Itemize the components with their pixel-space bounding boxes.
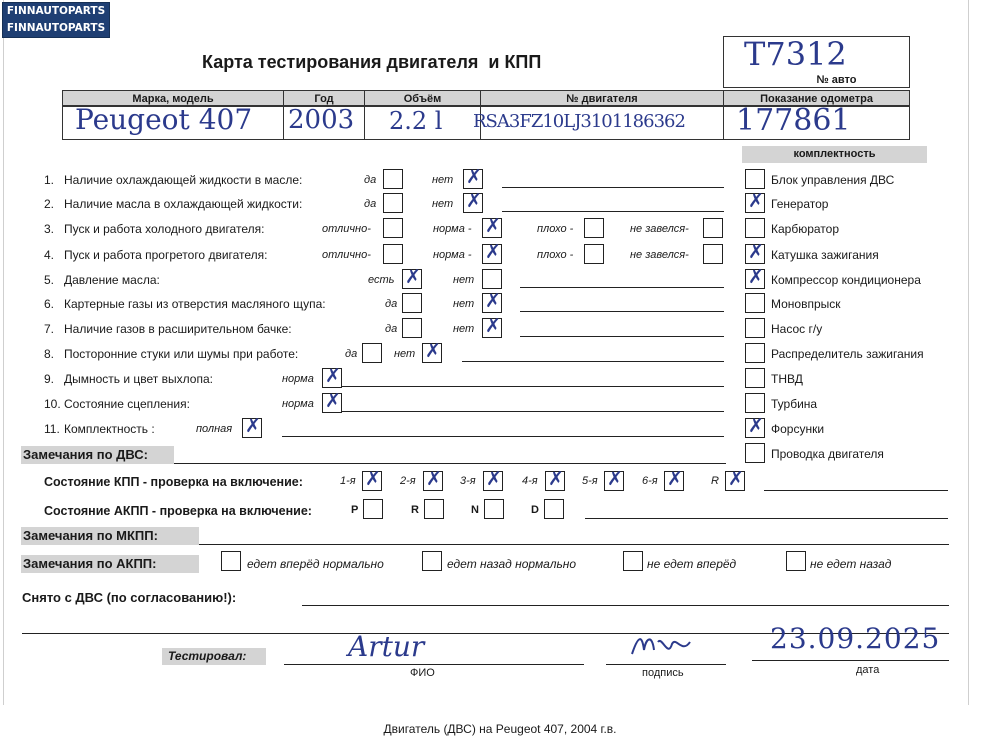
gear-checkbox[interactable] [363, 499, 383, 519]
gear-checkbox[interactable] [545, 468, 565, 491]
auto-number-handwritten: T7312 [744, 35, 847, 73]
opt-label: нет [394, 348, 416, 360]
gear-checkbox[interactable] [423, 468, 443, 491]
signature-line [606, 664, 726, 665]
component-checkbox[interactable] [745, 393, 765, 413]
opt-label: да [385, 298, 398, 310]
header-make-model: Марка, модель [62, 90, 284, 106]
opt-label: норма - [433, 249, 472, 261]
gear-label: 4-я [522, 475, 538, 487]
write-line [502, 187, 724, 188]
cell-odometer: 177861 [723, 106, 910, 140]
check-mark: ✗ [485, 315, 501, 337]
gear-label: R [711, 475, 719, 487]
write-line [342, 411, 724, 412]
checkbox[interactable] [463, 190, 483, 213]
checkbox[interactable] [482, 215, 502, 238]
item-label: Пуск и работа холодного двигателя: [64, 222, 265, 236]
cell-make-model: Peugeot 407 [62, 106, 284, 140]
date-label: дата [856, 664, 880, 676]
checkbox[interactable] [402, 318, 422, 338]
check-mark: ✗ [426, 468, 442, 490]
item-number: 1. [44, 173, 55, 187]
akpp-line [585, 518, 948, 519]
item-label: Наличие масла в охлаждающей жидкости: [64, 197, 303, 211]
gear-label: R [411, 504, 419, 516]
component-label: Распределитель зажигания [771, 347, 924, 361]
component-label: Компрессор кондиционера [771, 273, 921, 287]
gear-label: N [471, 504, 479, 516]
akpp-option-checkbox[interactable] [786, 551, 806, 571]
checkbox[interactable] [584, 218, 604, 238]
component-label: Моновпрыск [771, 297, 841, 311]
gear-label: 2-я [400, 475, 416, 487]
item-number: 3. [44, 222, 55, 236]
component-label: Турбина [771, 397, 818, 411]
date-handwritten: 23.09.2025 [770, 622, 941, 655]
component-checkbox[interactable] [745, 169, 765, 189]
checkbox[interactable] [482, 315, 502, 338]
checkbox[interactable] [584, 244, 604, 264]
opt-label: норма [282, 373, 314, 385]
akpp-option-checkbox[interactable] [422, 551, 442, 571]
akpp-remarks-label: Замечания по АКПП: [21, 555, 199, 573]
checkbox[interactable] [383, 244, 403, 264]
item-label: Посторонние стуки или шумы при работе: [64, 347, 299, 361]
write-line [282, 436, 724, 437]
kpp-line [764, 490, 948, 491]
cell-year: 2003 [283, 106, 365, 140]
component-label: Блок управления ДВС [771, 173, 895, 187]
akpp-option-label: едет вперёд нормально [247, 557, 384, 571]
item-label: Картерные газы из отверстия масляного щупа: [64, 297, 326, 311]
date-line [752, 660, 949, 661]
opt-label: нет [453, 274, 475, 286]
opt-label: да [345, 348, 358, 360]
item-label: Давление масла: [64, 273, 160, 287]
signature-label: подпись [642, 667, 684, 679]
akpp-option-label: едет назад нормально [447, 557, 577, 571]
opt-label: да [364, 174, 377, 186]
checkbox[interactable] [402, 293, 422, 313]
opt-label: есть [368, 274, 395, 286]
akpp-state-label: Состояние АКПП - проверка на включение: [44, 504, 312, 518]
removed-line [302, 605, 949, 606]
component-label: Форсунки [771, 422, 825, 436]
engine-remarks-line [174, 463, 726, 464]
header-year: Год [283, 90, 365, 106]
check-mark: ✗ [325, 390, 341, 412]
check-mark: ✗ [748, 415, 764, 437]
header-engine-number: № двигателя [480, 90, 724, 106]
kpp-state-label: Состояние КПП - проверка на включение: [44, 475, 303, 489]
akpp-option-label: не едет назад [810, 557, 892, 571]
mkpp-remarks-line [199, 544, 949, 545]
check-mark: ✗ [748, 190, 764, 212]
gear-checkbox[interactable] [362, 468, 382, 491]
cell-engine-number: RSA3FZ10LJ3101186362 [480, 106, 724, 140]
header-odometer: Показание одометра [723, 90, 910, 106]
cell-volume: 2.2 l [364, 106, 481, 140]
gear-checkbox[interactable] [604, 468, 624, 491]
item-label: Наличие охлаждающей жидкости в масле: [64, 173, 303, 187]
removed-label: Снято с ДВС (по согласованию!): [22, 590, 237, 605]
check-mark: ✗ [425, 340, 441, 362]
akpp-option-label: не едет вперёд [647, 557, 737, 571]
component-label: Генератор [771, 197, 829, 211]
brand-logo: FINNAUTOPARTS FINNAUTOPARTS [2, 2, 110, 38]
checkbox[interactable] [322, 365, 342, 388]
opt-label: да [364, 198, 377, 210]
gear-label: 6-я [642, 475, 658, 487]
gear-label: 3-я [460, 475, 476, 487]
opt-label: нет [453, 323, 475, 335]
auto-number-label: № авто [816, 74, 857, 86]
opt-label: полная [196, 423, 233, 435]
gear-label: 1-я [340, 475, 356, 487]
checkbox[interactable] [242, 415, 262, 438]
item-label: Дымность и цвет выхлопа: [64, 372, 213, 386]
item-number: 10. [44, 397, 61, 411]
mkpp-remarks-label: Замечания по МКПП: [21, 527, 199, 545]
checkbox[interactable] [482, 290, 502, 313]
auto-number-box [723, 36, 910, 88]
component-checkbox[interactable] [745, 293, 765, 313]
component-label: Насос г/у [771, 322, 823, 336]
completeness-header: комплектность [742, 146, 927, 163]
opt-label: да [385, 323, 398, 335]
signature-drawing [628, 628, 698, 658]
opt-label: отлично- [322, 249, 371, 261]
item-number: 2. [44, 197, 55, 211]
check-mark: ✗ [485, 215, 501, 237]
item-number: 8. [44, 347, 55, 361]
opt-label: нет [432, 174, 454, 186]
checkbox[interactable] [422, 340, 442, 363]
check-mark: ✗ [365, 468, 381, 490]
gear-checkbox[interactable] [424, 499, 444, 519]
gear-checkbox[interactable] [544, 499, 564, 519]
item-label: Состояние сцепления: [64, 397, 190, 411]
item-number: 7. [44, 322, 55, 336]
component-checkbox[interactable] [745, 190, 765, 213]
opt-label: нет [432, 198, 454, 210]
component-label: Катушка зажигания [771, 248, 879, 262]
image-caption: Двигатель (ДВС) на Peugeot 407, 2004 г.в. [383, 722, 617, 736]
component-label: Карбюратор [771, 222, 840, 236]
engine-remarks-label: Замечания по ДВС: [21, 446, 174, 464]
item-label: Наличие газов в расширительном бачке: [64, 322, 292, 336]
gear-checkbox[interactable] [484, 499, 504, 519]
component-label: ТНВД [771, 372, 803, 386]
check-mark: ✗ [466, 166, 482, 188]
check-mark: ✗ [728, 468, 744, 490]
checkbox[interactable] [383, 169, 403, 189]
tester-name-handwritten: Artur [348, 630, 425, 663]
check-mark: ✗ [486, 468, 502, 490]
write-line [342, 386, 724, 387]
check-mark: ✗ [548, 468, 564, 490]
check-mark: ✗ [245, 415, 261, 437]
check-mark: ✗ [325, 365, 341, 387]
component-checkbox[interactable] [745, 443, 765, 463]
checkbox[interactable] [383, 218, 403, 238]
component-checkbox[interactable] [745, 415, 765, 438]
check-mark: ✗ [748, 241, 764, 263]
item-number: 9. [44, 372, 55, 386]
write-line [462, 361, 724, 362]
opt-label: норма [282, 398, 314, 410]
check-mark: ✗ [485, 290, 501, 312]
page-left-edge [3, 0, 4, 705]
opt-label: не завелся- [630, 249, 689, 261]
write-line [520, 336, 724, 337]
gear-checkbox[interactable] [483, 468, 503, 491]
component-checkbox[interactable] [745, 266, 765, 289]
akpp-option-checkbox[interactable] [221, 551, 241, 571]
opt-label: норма - [433, 223, 472, 235]
fio-line [284, 664, 584, 665]
gear-label: 5-я [582, 475, 598, 487]
item-number: 4. [44, 248, 55, 262]
component-checkbox[interactable] [745, 368, 765, 388]
gear-checkbox[interactable] [664, 468, 684, 491]
opt-label: плохо - [537, 249, 574, 261]
component-label: Проводка двигателя [771, 447, 884, 461]
opt-label: не завелся- [630, 223, 689, 235]
gear-checkbox[interactable] [725, 468, 745, 491]
item-label: Пуск и работа прогретого двигателя: [64, 248, 268, 262]
fio-label: ФИО [410, 667, 435, 679]
opt-label: отлично- [322, 223, 371, 235]
check-mark: ✗ [607, 468, 623, 490]
header-volume: Объём [364, 90, 481, 106]
item-number: 6. [44, 297, 55, 311]
checkbox[interactable] [463, 166, 483, 189]
check-mark: ✗ [667, 468, 683, 490]
form-title: Карта тестирования двигателя и КПП [202, 52, 542, 72]
checkbox[interactable] [322, 390, 342, 413]
write-line [502, 211, 724, 212]
checkbox[interactable] [383, 193, 403, 213]
write-line [520, 287, 724, 288]
gear-label: P [351, 504, 359, 516]
component-checkbox[interactable] [745, 241, 765, 264]
component-checkbox[interactable] [745, 318, 765, 338]
checkbox[interactable] [703, 244, 723, 264]
tested-by-label: Тестировал: [162, 648, 266, 665]
akpp-option-checkbox[interactable] [623, 551, 643, 571]
item-number: 11. [44, 422, 60, 436]
check-mark: ✗ [748, 266, 764, 288]
opt-label: плохо - [537, 223, 574, 235]
check-mark: ✗ [405, 266, 421, 288]
page-right-edge [968, 0, 969, 705]
checkbox[interactable] [482, 269, 502, 289]
checkbox[interactable] [703, 218, 723, 238]
check-mark: ✗ [485, 241, 501, 263]
gear-label: D [531, 504, 539, 516]
checkbox[interactable] [362, 343, 382, 363]
checkbox[interactable] [482, 241, 502, 264]
component-checkbox[interactable] [745, 218, 765, 238]
checkbox[interactable] [402, 266, 422, 289]
item-label: Комплектность : [64, 422, 155, 436]
write-line [520, 311, 724, 312]
component-checkbox[interactable] [745, 343, 765, 363]
opt-label: нет [453, 298, 475, 310]
item-number: 5. [44, 273, 55, 287]
check-mark: ✗ [466, 190, 482, 212]
